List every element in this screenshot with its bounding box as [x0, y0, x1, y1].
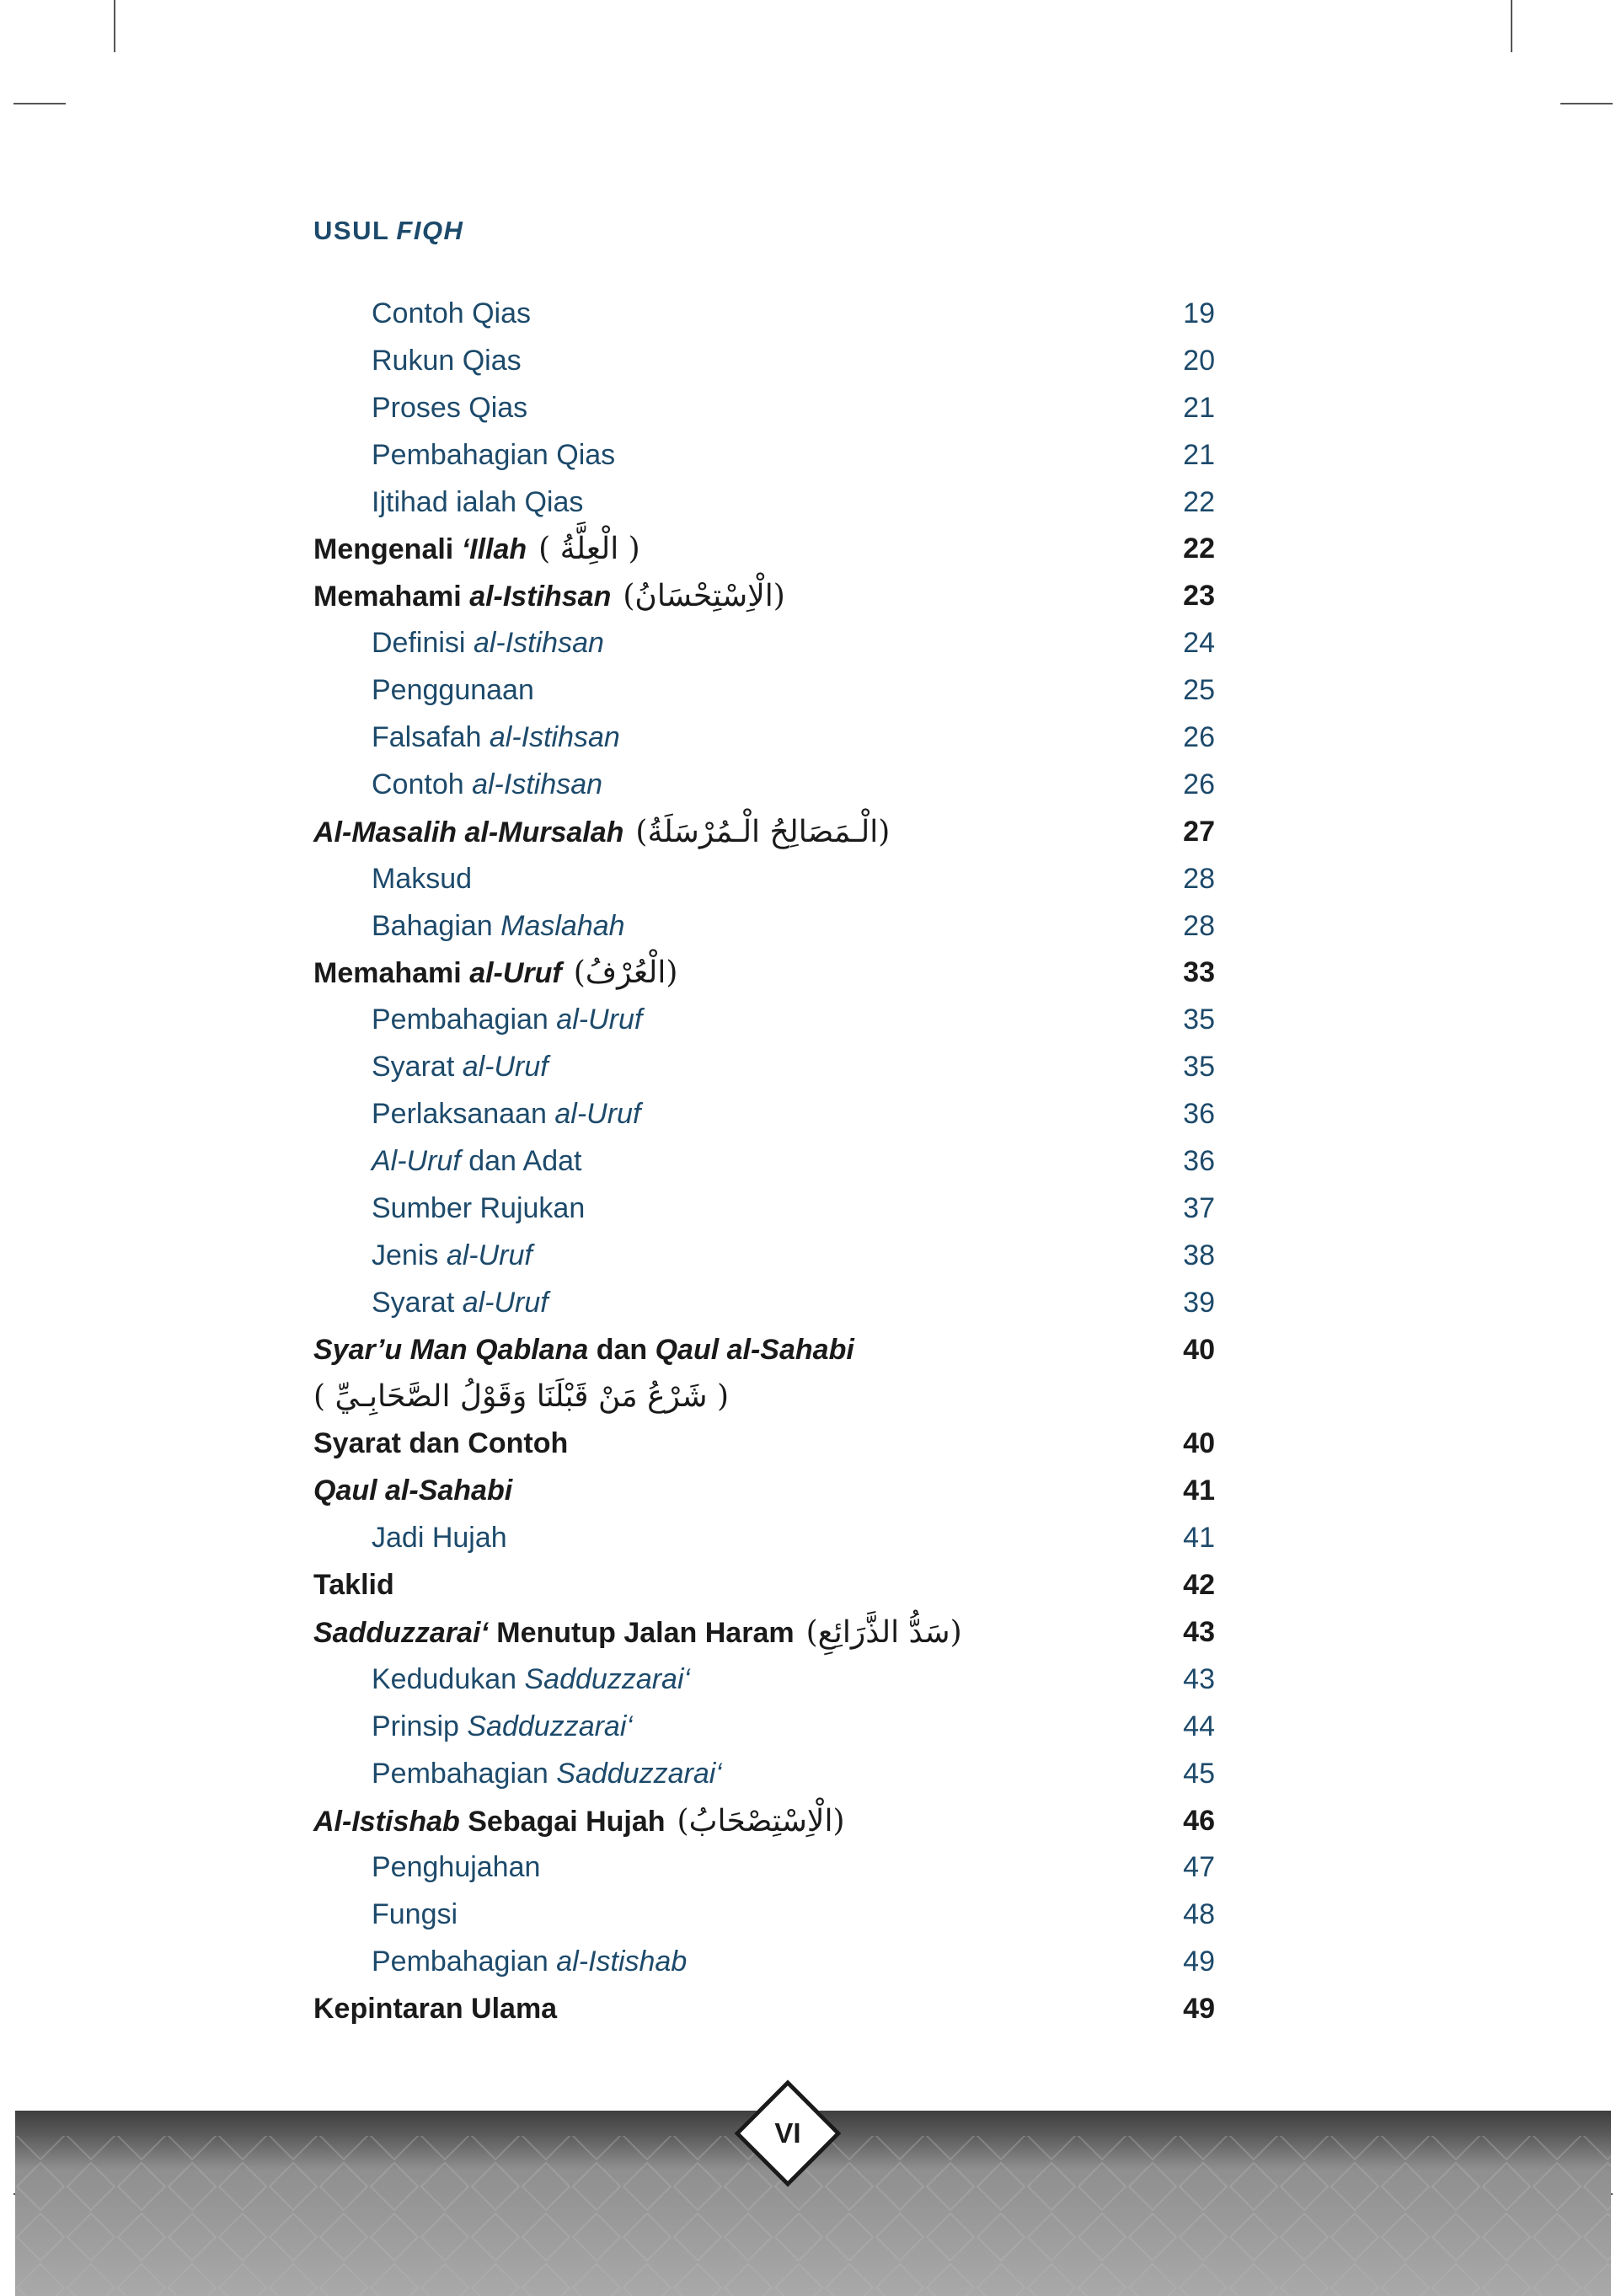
- title-segment: Pembahagian: [372, 1003, 557, 1036]
- toc-entry-main[interactable]: [313, 809, 1215, 856]
- toc-entry-sub[interactable]: [313, 291, 1215, 338]
- toc-entry-title: [313, 1427, 568, 1459]
- crop-mark: [1511, 0, 1512, 52]
- toc-page-number: 40: [1183, 1427, 1215, 1460]
- toc-entry-title: [372, 1710, 633, 1742]
- toc-entry-title: [313, 1334, 854, 1366]
- title-segment: Sebagai Hujah: [459, 1805, 666, 1838]
- title-segment: dan Adat: [460, 1145, 582, 1178]
- toc-entry-sub[interactable]: [313, 1704, 1215, 1751]
- toc-page-number: 48: [1183, 1898, 1215, 1931]
- toc-entry-main[interactable]: [313, 1609, 1215, 1656]
- title-italic-segment: ‘Illah: [461, 533, 527, 566]
- toc-entry-title: [372, 721, 620, 753]
- title-italic-segment: Sadduzzarai‘: [524, 1662, 691, 1695]
- toc-entry-title: [372, 1898, 458, 1930]
- toc-entry-title: [372, 1192, 585, 1224]
- toc-entry-sub[interactable]: [313, 1185, 1215, 1233]
- title-segment: Pembahagian: [372, 1945, 557, 1978]
- title-italic-segment: al-Uruf: [554, 1098, 641, 1131]
- toc-entry-title: [372, 768, 602, 800]
- toc-entry-sub[interactable]: [313, 667, 1215, 714]
- title-italic-segment: Sadduzzarai‘: [467, 1710, 633, 1742]
- arabic-term: (الْاِسْتِصْحَابُ): [677, 1803, 845, 1838]
- toc-page-number: 44: [1183, 1710, 1215, 1742]
- toc-entry-title: [372, 1851, 540, 1883]
- toc-page-number: 41: [1183, 1522, 1215, 1555]
- title-segment: Sumber Rujukan: [372, 1191, 586, 1224]
- title-segment: Contoh: [372, 768, 473, 800]
- title-segment: Syarat: [372, 1286, 463, 1319]
- toc-page-number: 43: [1183, 1662, 1215, 1695]
- toc-page-number: 36: [1183, 1098, 1215, 1131]
- running-head-plain: USUL: [313, 216, 390, 245]
- toc-entry-title: [372, 486, 583, 518]
- crop-mark: [13, 103, 66, 104]
- title-italic-segment: Al-Masalih al-Mursalah: [313, 816, 624, 848]
- toc-page-number: 38: [1183, 1239, 1215, 1271]
- title-italic-segment: Al-Istishab: [313, 1805, 460, 1838]
- toc-page-number: 47: [1183, 1851, 1215, 1884]
- title-segment: Kepintaran Ulama: [313, 1993, 558, 2026]
- toc-entry-main[interactable]: [313, 1562, 1215, 1609]
- toc-page-number: 39: [1183, 1286, 1215, 1319]
- toc-page-number: 36: [1183, 1145, 1215, 1178]
- title-italic-segment: al-Istihsan: [469, 581, 612, 613]
- toc-page-number: 46: [1183, 1804, 1215, 1837]
- toc-page-number: 25: [1183, 674, 1215, 707]
- toc-entry-main[interactable]: [313, 1373, 1215, 1421]
- toc-entry-sub[interactable]: [313, 997, 1215, 1044]
- toc-entry-title: [372, 1145, 581, 1177]
- toc-entry-sub[interactable]: [313, 1751, 1215, 1798]
- toc-entry-title: [372, 1051, 548, 1083]
- toc-entry-main[interactable]: [313, 573, 1215, 620]
- toc-page-number: 41: [1183, 1474, 1215, 1507]
- arabic-term: ( الْعِلَّةُ ): [538, 532, 640, 567]
- title-segment: Contoh Qias: [372, 297, 531, 329]
- toc-entry-title: [313, 1617, 795, 1649]
- toc-entry-title: [372, 1239, 532, 1271]
- title-italic-segment: Maslahah: [500, 909, 625, 942]
- toc-page-number: 37: [1183, 1191, 1215, 1224]
- toc-entry-sub[interactable]: [313, 1515, 1215, 1562]
- toc-entry-title: [313, 1474, 512, 1507]
- title-segment: Memahami: [313, 581, 470, 613]
- title-segment: Falsafah: [372, 721, 490, 754]
- title-segment: Rukun Qias: [372, 344, 522, 377]
- toc-entry-title: [313, 581, 611, 613]
- toc-entry-sub[interactable]: [313, 1939, 1215, 1986]
- toc-page-number: 49: [1183, 1993, 1215, 2026]
- running-head-italic: FIQH: [396, 216, 464, 245]
- toc-page-number: 26: [1183, 768, 1215, 800]
- title-segment: Penghujahan: [372, 1851, 541, 1884]
- toc-entry-main[interactable]: [313, 1798, 1215, 1845]
- toc-page-number: 26: [1183, 721, 1215, 754]
- toc-entry-title: [313, 816, 623, 848]
- toc-entry-title: [372, 1945, 687, 1978]
- title-italic-segment: al-Uruf: [446, 1239, 532, 1271]
- title-segment: Perlaksanaan: [372, 1098, 555, 1131]
- toc-entry-main[interactable]: [313, 1468, 1215, 1515]
- toc-entry-main[interactable]: [313, 1421, 1215, 1468]
- toc-entry-title: [372, 297, 531, 329]
- toc-entry-title: [313, 1993, 557, 2025]
- toc-entry-main[interactable]: [313, 1986, 1215, 2033]
- toc-page-number: 49: [1183, 1945, 1215, 1978]
- toc-entry-title: [372, 863, 472, 895]
- toc-entry-title: [313, 957, 562, 989]
- table-of-contents: [313, 291, 1215, 2033]
- title-segment: Syarat: [372, 1051, 463, 1084]
- toc-page-number: 23: [1183, 580, 1215, 613]
- title-segment: dan: [588, 1333, 655, 1366]
- toc-entry-sub[interactable]: [313, 385, 1215, 432]
- toc-entry-title: [372, 1098, 640, 1130]
- toc-page-number: 28: [1183, 909, 1215, 942]
- toc-entry-main[interactable]: [313, 950, 1215, 997]
- toc-page-number: 27: [1183, 815, 1215, 848]
- title-segment: Kedudukan: [372, 1662, 525, 1695]
- toc-entry-sub[interactable]: [313, 1138, 1215, 1185]
- title-italic-segment: al-Istihsan: [473, 627, 604, 660]
- toc-entry-sub[interactable]: [313, 620, 1215, 667]
- toc-entry-sub[interactable]: [313, 1044, 1215, 1091]
- title-segment: Taklid: [313, 1569, 394, 1602]
- title-segment: Syarat dan Contoh: [313, 1427, 569, 1460]
- toc-entry-title: [372, 1663, 690, 1695]
- title-italic-segment: al-Uruf: [462, 1051, 548, 1084]
- arabic-term: (الْـمَصَالِحُ الْـمُرْسَلَةُ): [635, 814, 891, 849]
- title-segment: Pembahagian Qias: [372, 438, 616, 471]
- title-italic-segment: Qaul al-Sahabi: [313, 1474, 513, 1507]
- toc-entry-sub[interactable]: [313, 903, 1215, 950]
- title-segment: Pembahagian: [372, 1757, 557, 1790]
- toc-entry-title: [313, 533, 527, 565]
- toc-page-number: 20: [1183, 344, 1215, 377]
- toc-entry-main[interactable]: [313, 526, 1215, 573]
- arabic-term: (سَدُّ الذَّرَائِعِ): [805, 1614, 962, 1650]
- toc-page-number: 22: [1183, 533, 1215, 565]
- toc-entry-title: [372, 1522, 507, 1554]
- toc-entry-sub[interactable]: [313, 1656, 1215, 1704]
- toc-page-number: 21: [1183, 391, 1215, 424]
- toc-entry-title: [313, 1569, 394, 1601]
- toc-entry-sub[interactable]: [313, 714, 1215, 762]
- folio-label: VI: [774, 2117, 801, 2149]
- toc-entry-sub[interactable]: [313, 432, 1215, 479]
- toc-page-number: 33: [1183, 956, 1215, 989]
- toc-page-number: 35: [1183, 1051, 1215, 1084]
- toc-page-number: 35: [1183, 1003, 1215, 1036]
- title-italic-segment: Sadduzzarai‘: [313, 1616, 489, 1649]
- toc-page-number: 42: [1183, 1569, 1215, 1602]
- toc-entry-sub[interactable]: [313, 479, 1215, 527]
- title-segment: Mengenali: [313, 533, 462, 566]
- toc-page-number: 21: [1183, 438, 1215, 471]
- toc-entry-title: [372, 439, 615, 471]
- arabic-term: ( شَرْعُ مَنْ قَبْلَنَا وَقَوْلُ الصَّحَابِـيِّ ): [313, 1379, 730, 1415]
- title-segment: Penggunaan: [372, 674, 534, 707]
- toc-entry-sub[interactable]: [313, 1280, 1215, 1327]
- toc-entry-main[interactable]: [313, 1327, 1215, 1374]
- toc-entry-title: [313, 1806, 666, 1838]
- toc-entry-sub[interactable]: [313, 856, 1215, 903]
- title-segment: Menutup Jalan Haram: [488, 1616, 795, 1649]
- toc-page-number: 19: [1183, 297, 1215, 329]
- title-italic-segment: Al-Uruf: [372, 1145, 461, 1178]
- toc-entry-title: [372, 1003, 642, 1036]
- title-italic-segment: Qaul al-Sahabi: [655, 1333, 854, 1366]
- title-italic-segment: al-Istishab: [556, 1945, 688, 1978]
- running-head: [313, 216, 463, 246]
- title-italic-segment: Syar’u Man Qablana: [313, 1333, 589, 1366]
- arabic-term: (الْاِسْتِحْسَانُ): [623, 579, 785, 614]
- toc-entry-sub[interactable]: [313, 1091, 1215, 1138]
- title-italic-segment: al-Istihsan: [489, 721, 620, 754]
- toc-entry-sub[interactable]: [313, 1892, 1215, 1939]
- title-segment: Definisi: [372, 627, 474, 660]
- title-segment: Prinsip: [372, 1710, 468, 1742]
- toc-page-number: 40: [1183, 1333, 1215, 1366]
- toc-entry-title: [372, 627, 604, 659]
- toc-entry-title: [372, 1758, 722, 1790]
- title-segment: Jadi Hujah: [372, 1522, 507, 1555]
- title-segment: Jenis: [372, 1239, 447, 1271]
- toc-page-number: 24: [1183, 627, 1215, 660]
- toc-page-number: 22: [1183, 485, 1215, 518]
- toc-entry-sub[interactable]: [313, 338, 1215, 385]
- toc-entry-sub[interactable]: [313, 1844, 1215, 1892]
- title-segment: Fungsi: [372, 1898, 458, 1931]
- toc-entry-title: [372, 910, 625, 942]
- toc-entry-title: [372, 345, 522, 377]
- toc-page-number: 45: [1183, 1757, 1215, 1790]
- toc-entry-title: [372, 674, 534, 706]
- title-segment: Maksud: [372, 862, 473, 895]
- toc-entry-title: [372, 1287, 548, 1319]
- title-segment: Ijtihad ialah Qias: [372, 485, 584, 518]
- toc-page-number: 43: [1183, 1615, 1215, 1648]
- title-italic-segment: al-Uruf: [469, 957, 562, 990]
- title-italic-segment: al-Istihsan: [472, 768, 603, 800]
- arabic-term: (الْعُرْفُ): [573, 955, 678, 991]
- title-italic-segment: Sadduzzarai‘: [556, 1757, 722, 1790]
- toc-entry-sub[interactable]: [313, 762, 1215, 809]
- toc-entry-sub[interactable]: [313, 1233, 1215, 1280]
- crop-mark: [114, 0, 115, 52]
- title-segment: Bahagian: [372, 909, 501, 942]
- title-italic-segment: al-Uruf: [462, 1286, 548, 1319]
- title-segment: Proses Qias: [372, 391, 528, 424]
- title-italic-segment: al-Uruf: [556, 1003, 643, 1036]
- crop-mark: [1560, 103, 1613, 104]
- toc-page-number: 28: [1183, 862, 1215, 895]
- title-segment: Memahami: [313, 957, 470, 990]
- toc-entry-title: [372, 392, 527, 424]
